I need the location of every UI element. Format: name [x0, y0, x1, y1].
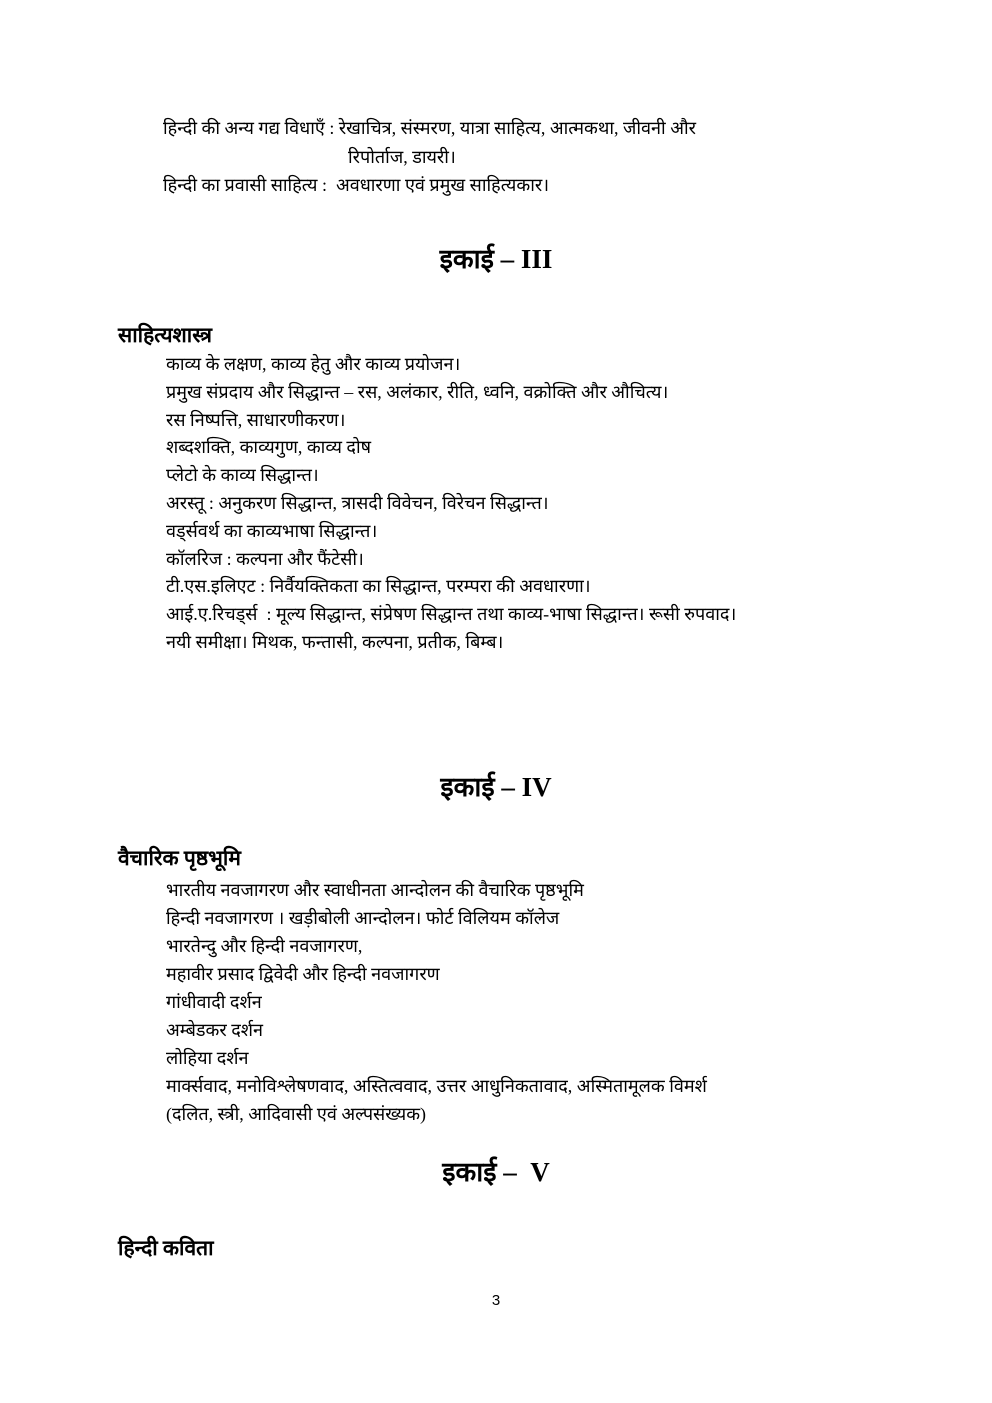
- topic-line: शब्दशक्ति, काव्यगुण, काव्य दोष: [166, 437, 372, 458]
- intro-line-2: रिपोर्ताज, डायरी।: [348, 146, 456, 167]
- topic-line: (दलित, स्त्री, आदिवासी एवं अल्पसंख्यक): [166, 1104, 427, 1124]
- unit-heading-iii: इकाई – III: [439, 244, 553, 274]
- intro-paragraph: [163, 114, 872, 200]
- unit-heading-iv: इकाई – IV: [440, 772, 552, 802]
- topic-line: लोहिया दर्शन: [166, 1048, 249, 1068]
- topic-line: आई.ए.रिचड्‌र्स : मूल्य सिद्धान्त, संप्रेषण सिद्धान्त तथा काव्य-भाषा सिद्धान्त। रूसी रुपवाद।: [166, 604, 737, 625]
- unit-iv-topic-list: [166, 876, 932, 1128]
- page-number: 3: [491, 1292, 501, 1309]
- topic-line: अरस्तू : अनुकरण सिद्धान्त, त्रासदी विवेचन, विरेचन सिद्धान्त।: [166, 492, 549, 513]
- unit-heading-v: इकाई – V: [442, 1157, 550, 1187]
- topic-line: कॉलरिज : कल्पना और फैंटेसी।: [166, 548, 364, 569]
- topic-line: महावीर प्रसाद द्विवेदी और हिन्दी नवजागरण: [166, 964, 440, 984]
- topic-line: नयी समीक्षा। मिथक, फन्तासी, कल्पना, प्रतीक, बिम्ब।: [166, 631, 504, 652]
- intro-line-1: हिन्दी की अन्य गद्य विधाएँ : रेखाचित्र, संस्मरण, यात्रा साहित्य, आत्मकथा, जीवनी और: [163, 118, 696, 138]
- topic-line: अम्बेडकर दर्शन: [166, 1020, 263, 1040]
- topic-line: भारतीय नवजागरण और स्वाधीनता आन्दोलन की वैचारिक पृष्ठभूमि: [166, 880, 584, 900]
- topic-line: भारतेन्दु और हिन्दी नवजागरण,: [166, 936, 363, 956]
- topic-line: वड्‌र्सवर्थ का काव्यभाषा सिद्धान्त।: [166, 520, 378, 541]
- section-title-vaicharik-prishthabhumi: वैचारिक पृष्ठभूमि: [118, 846, 241, 870]
- topic-line: रस निष्पत्ति, साधारणीकरण।: [166, 409, 346, 430]
- section-title-sahityashastra: साहित्यशास्त्र: [118, 323, 212, 347]
- topic-line: हिन्दी नवजागरण । खड़ीबोली आन्दोलन। फोर्ट विलियम कॉलेज: [166, 908, 560, 928]
- topic-line: काव्य के लक्षण, काव्य हेतु और काव्य प्रयोजन।: [166, 354, 461, 374]
- topic-line: प्लेटो के काव्य सिद्धान्त।: [166, 465, 319, 486]
- topic-line: प्रमुख संप्रदाय और सिद्धान्त – रस, अलंकार, रीति, ध्वनि, वक्रोक्ति और औचित्य।: [166, 381, 669, 402]
- topic-line: टी.एस.इलिएट : निर्वैयक्तिकता का सिद्धान्त, परम्परा की अवधारणा।: [166, 576, 591, 597]
- topic-line: मार्क्सवाद, मनोविश्लेषणवाद, अस्तित्ववाद, उत्तर आधुनिकतावाद, अस्मितामूलक विमर्श: [166, 1076, 707, 1096]
- topic-line: गांधीवादी दर्शन: [166, 992, 262, 1012]
- section-title-hindi-kavita: हिन्दी कविता: [118, 1236, 214, 1260]
- unit-iii-topic-list: [166, 351, 932, 657]
- intro-line-3: हिन्दी का प्रवासी साहित्य : अवधारणा एवं प्रमुख साहित्यकार।: [163, 175, 550, 195]
